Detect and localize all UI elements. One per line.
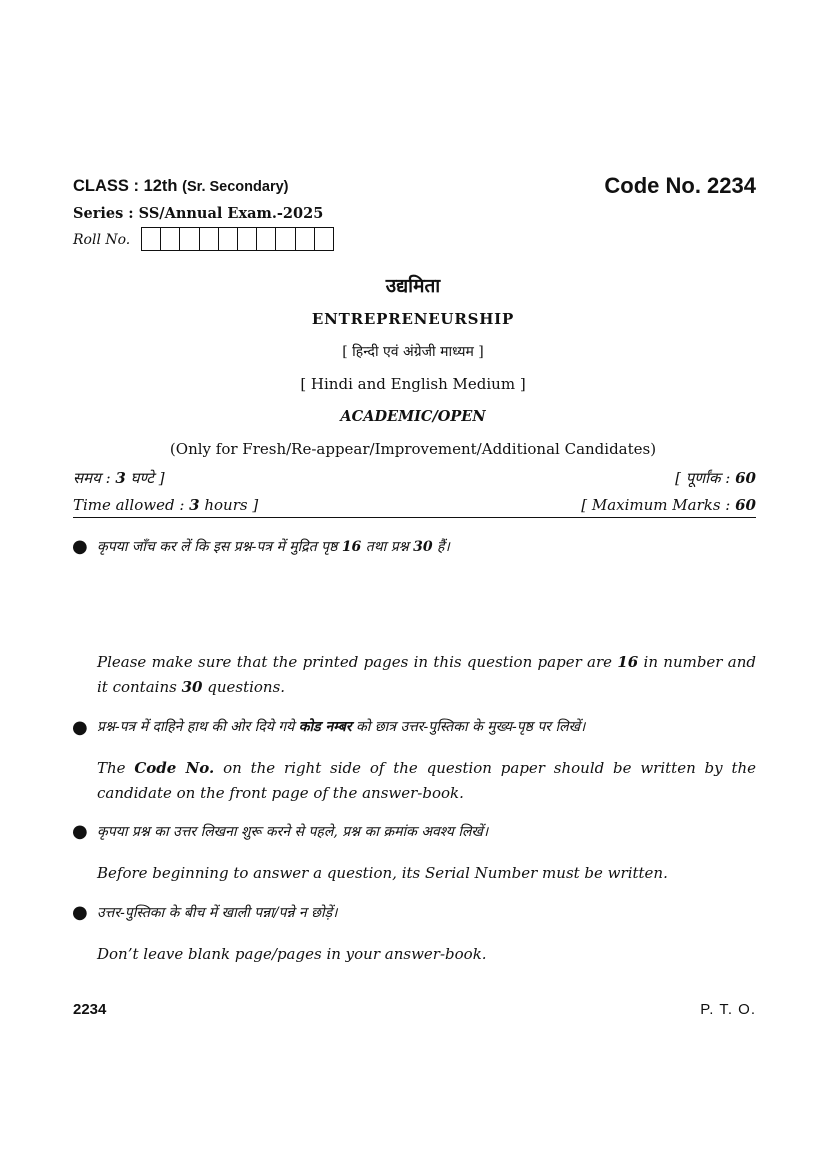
roll-number-box[interactable] — [257, 228, 276, 250]
roll-number-label: Roll No. — [73, 232, 131, 248]
instruction-2-hindi: प्रश्न-पत्र में दाहिने हाथ की ओर दिये गये कोड नम्बर को छात्र उत्तर-पुस्तिका के मुख्य-पृष्ठ पर लिखें। — [97, 719, 586, 735]
academic-open-label: ACADEMIC/OPEN — [340, 408, 486, 425]
class-detail: (Sr. Secondary) — [182, 179, 289, 195]
roll-number-box[interactable] — [315, 228, 333, 250]
header-divider — [73, 517, 756, 518]
bullet-icon: ● — [72, 717, 88, 738]
roll-number-box[interactable] — [200, 228, 219, 250]
instruction-1-hindi: कृपया जाँच कर लें कि इस प्रश्न-पत्र में मुद्रित पृष्ठ 16 तथा प्रश्न 30 हैं। — [97, 539, 450, 555]
instruction-3-hindi: कृपया प्रश्न का उत्तर लिखना शुरू करने से पहले, प्रश्न का क्रमांक अवश्य लिखें। — [97, 824, 489, 840]
instruction-4-hindi: उत्तर-पुस्तिका के बीच में खाली पन्ना/पन्ने न छोड़ें। — [97, 905, 338, 921]
instruction-4-english: Don’t leave blank page/pages in your answer-book. — [97, 945, 487, 963]
bullet-icon: ● — [72, 821, 88, 842]
instruction-2-english: The Code No. on the right side of the question paper should be written by the candidate on the front page of the answer-book. — [97, 759, 757, 802]
roll-number-boxes[interactable] — [141, 227, 334, 251]
max-marks-hindi: [ पूर्णांक : 60 — [675, 469, 756, 487]
roll-number-box[interactable] — [161, 228, 180, 250]
roll-number-box[interactable] — [142, 228, 161, 250]
subject-title-hindi: उद्यमिता — [385, 275, 441, 297]
class-label: CLASS : 12th (Sr. Secondary) — [73, 177, 289, 195]
roll-number-box[interactable] — [296, 228, 315, 250]
instruction-1-english: Please make sure that the printed pages in this question paper are 16 in number and it contains 30 questions. — [97, 653, 756, 696]
instruction-3-english: Before beginning to answer a question, its Serial Number must be written. — [97, 864, 668, 882]
bullet-icon: ● — [72, 902, 88, 923]
max-marks-english: [ Maximum Marks : 60 — [581, 496, 756, 514]
roll-number-box[interactable] — [238, 228, 257, 250]
medium-english: [ Hindi and English Medium ] — [300, 375, 526, 393]
code-number: Code No. 2234 — [604, 173, 756, 198]
roll-number-box[interactable] — [180, 228, 199, 250]
pto-label: P. T. O. — [700, 1001, 756, 1018]
footer-code: 2234 — [73, 1001, 107, 1018]
roll-number-box[interactable] — [276, 228, 295, 250]
series-label: Series : SS/Annual Exam.-2025 — [73, 205, 324, 222]
time-allowed-hindi: समय : 3 घण्टे ] — [73, 469, 165, 487]
bullet-icon: ● — [72, 536, 88, 557]
medium-hindi: [ हिन्दी एवं अंग्रेजी माध्यम ] — [342, 344, 484, 360]
roll-number-box[interactable] — [219, 228, 238, 250]
candidates-note: (Only for Fresh/Re-appear/Improvement/Additional Candidates) — [169, 440, 657, 458]
subject-title-english: ENTREPRENEURSHIP — [311, 310, 515, 328]
time-allowed-english: Time allowed : 3 hours ] — [73, 496, 259, 514]
